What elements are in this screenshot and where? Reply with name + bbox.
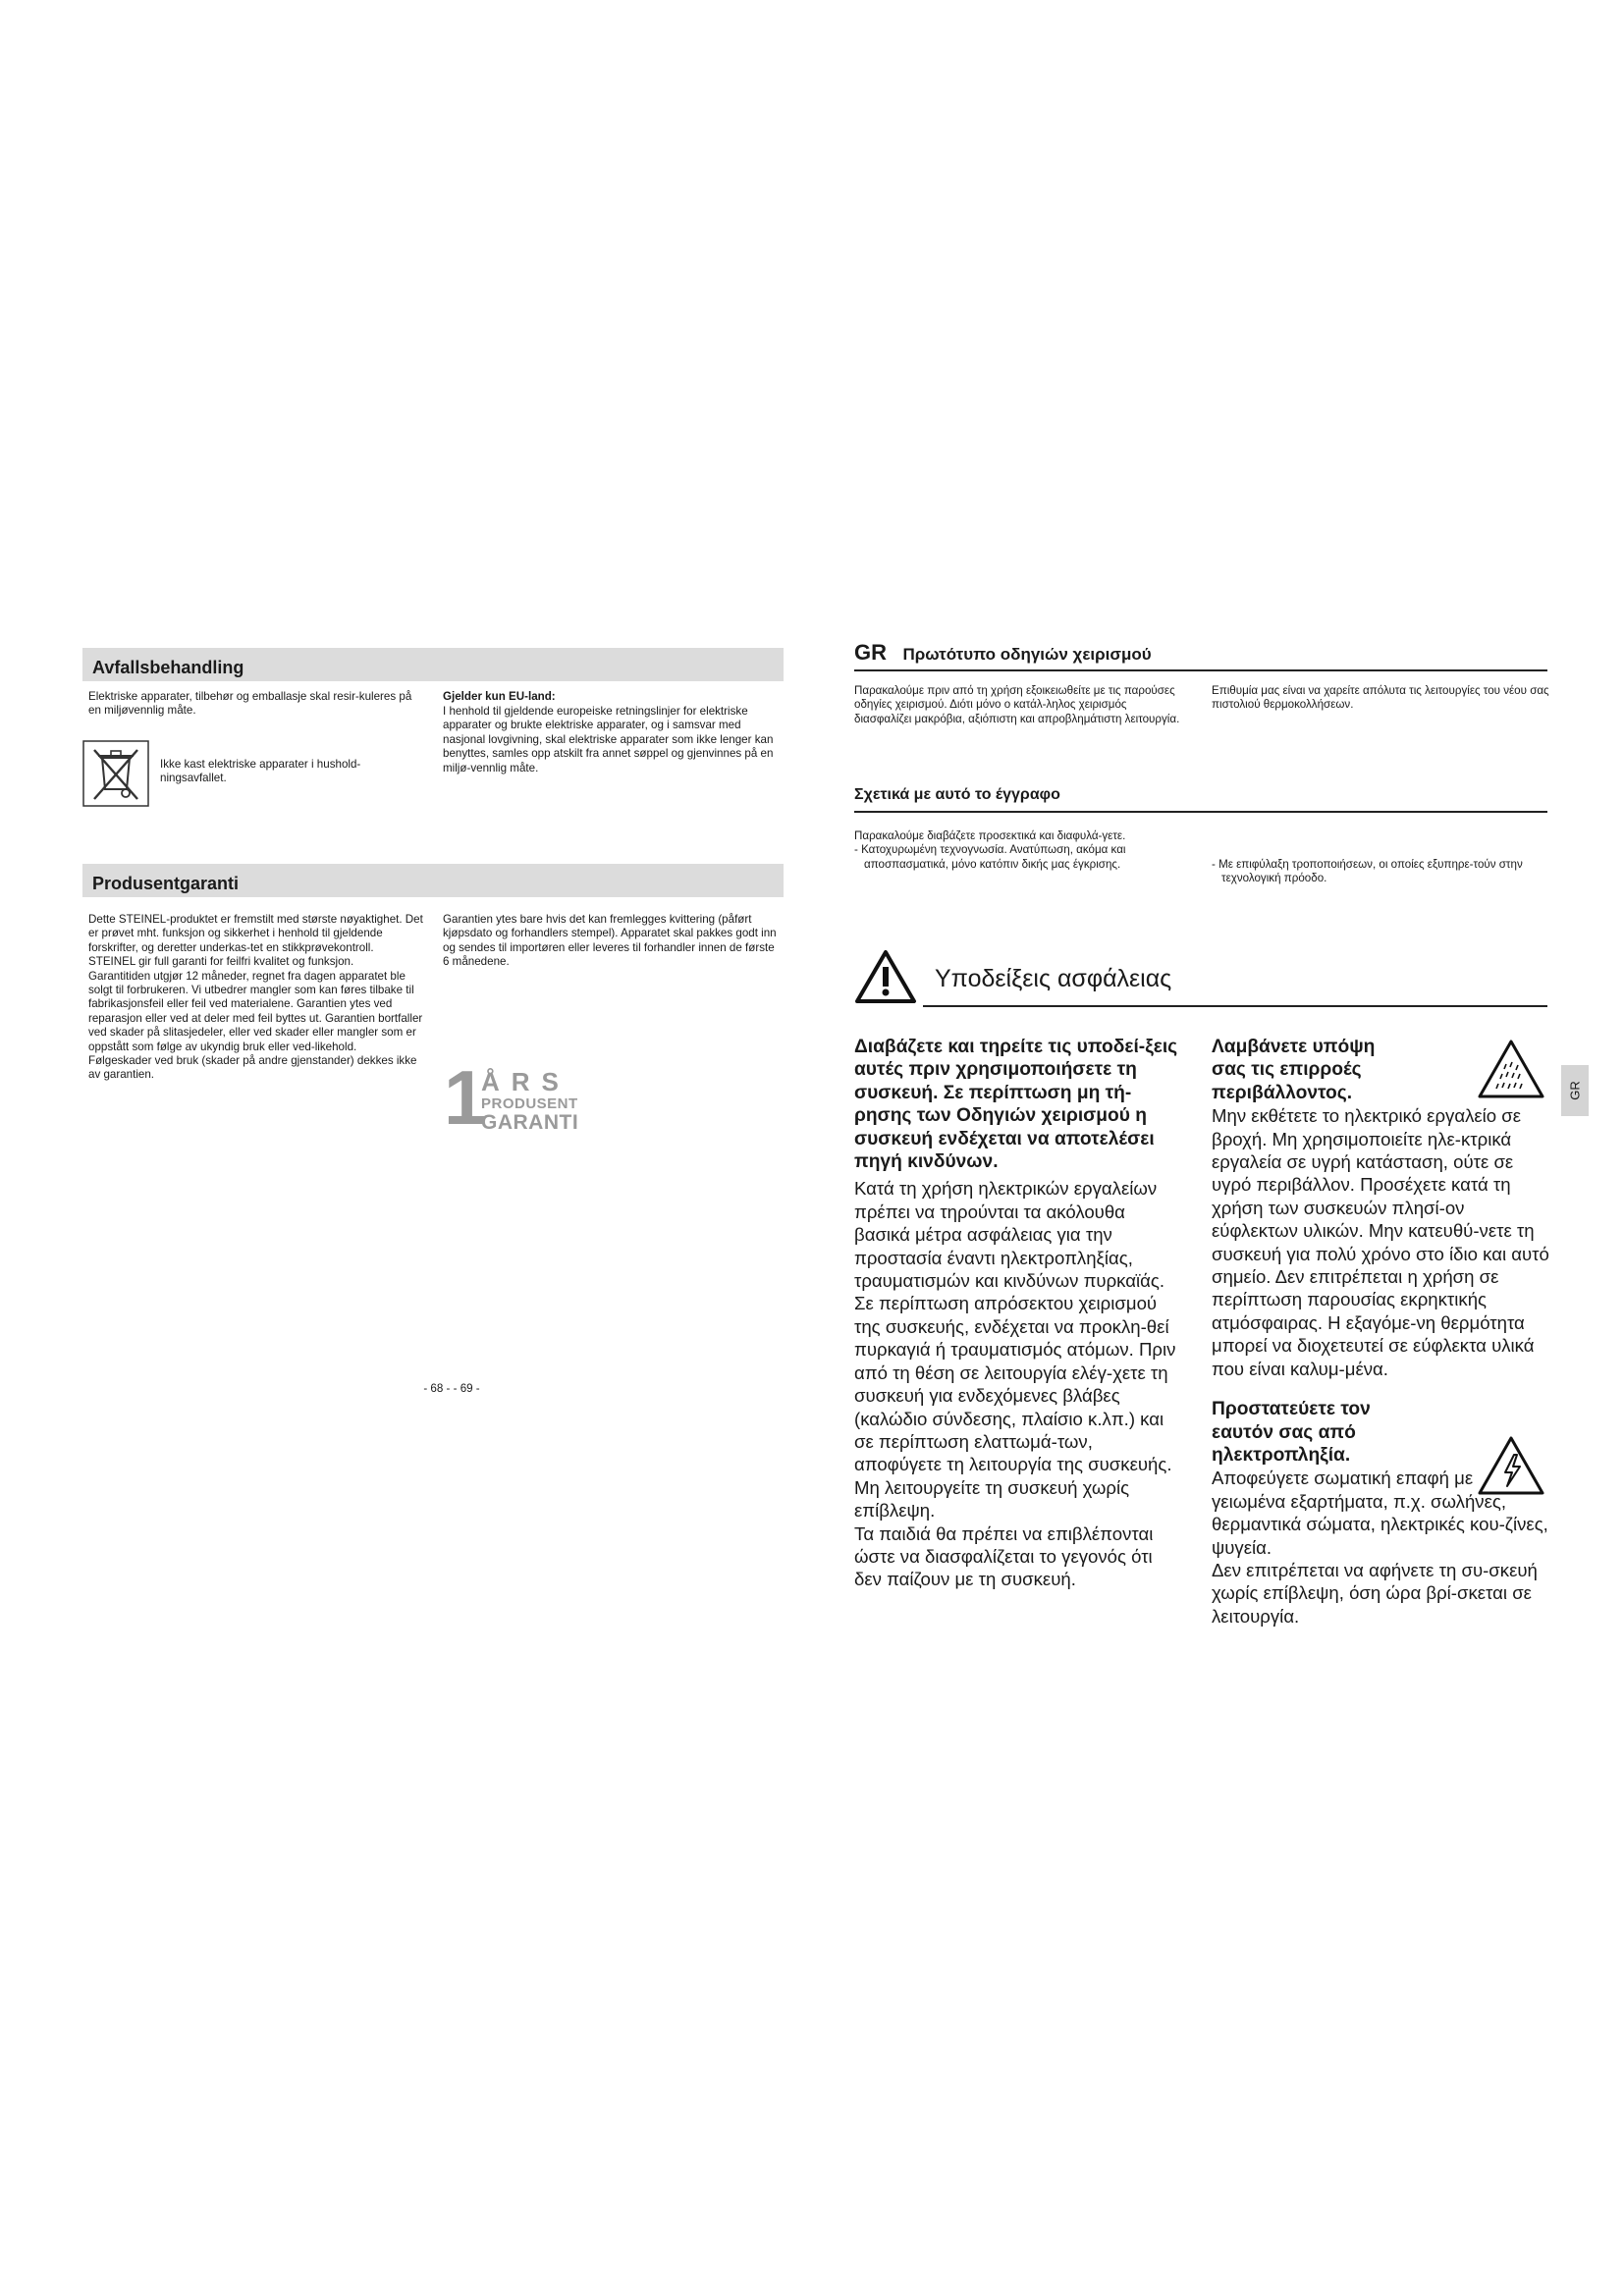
document-intro: Παρακαλούμε διαβάζετε προσεκτικά και διαφυλά-γετε. [854, 829, 1126, 842]
warranty-p3: Garantitiden utgjør 12 måneder, regnet fra dagen apparatet ble solgt til forbrukeren. Vi utbedrer mangler som kan føres tilbake til fabrikasjonsfeil eller feil ved materialene. Garantien ytes ved reparasjon eller ved at deler med feil byttes ut. Garantien bortfaller ved skader på slitasjedeler, eller ved skader eller mangler som er oppstått som følge av ukyndig bruk eller ved-likehold. [88, 969, 423, 1053]
warranty-heading: Produsentgaranti [82, 864, 784, 897]
page-numbers: - 68 - - 69 - [423, 1382, 480, 1395]
waste-bin-text: Ikke kast elektriske apparater i hushold-ningsavfallet. [160, 758, 361, 785]
crossed-bin-icon [82, 740, 149, 807]
title-rule [854, 669, 1547, 671]
safety-body [854, 1177, 1183, 1590]
warranty-p1: Dette STEINEL-produktet er fremstilt med største nøyaktighet. Det er prøvet mht. funksjon og sikkerhet i henhold til gjeldende forskrifter, og deretter underkas-tet en stikkprøvekontroll. [88, 913, 423, 954]
intro-left: Παρακαλούμε πριν από τη χρήση εξοικειωθείτε με τις παρούσες οδηγίες χειρισμού. Διότι μόνο ο κατάλ-ληλος χειρισμός διασφαλίζει μακρόβια, αξιόπιστη και απροβλημάτιστη λειτουργία. [854, 684, 1180, 725]
safety-left-column [854, 1036, 1183, 1591]
safety-body-3: Τα παιδιά θα πρέπει να επιβλέπονται ώστε να διασφαλίζεται το γεγονός ότι δεν παίζουν με τη συσκευή. [854, 1522, 1154, 1590]
safety-rule [923, 1005, 1547, 1007]
safety-body-2: Μη λειτουργείτε τη συσκευή χωρίς επίβλεψη. [854, 1476, 1130, 1522]
warranty-logo-line2: GARANTI [481, 1111, 579, 1134]
waste-intro: Elektriske apparater, tilbehør og emballasje skal resir-kuleres på en miljøvennlig måte. [88, 690, 412, 718]
warranty-logo-line1: PRODUSENT [481, 1095, 578, 1112]
eu-text: I henhold til gjeldende europeiske retningslinjer for elektriske apparater og brukte elektriske apparater, og i samsvar med nasjonal lovgivning, skal elektriske apparater som ikke lenger kan benyttes, samles opp atskilt fra annet søppel og gjenvinnes på en miljø-vennlig måte. [443, 705, 774, 774]
warranty-logo-number: 1 [444, 1054, 487, 1141]
language-code: GR [854, 640, 887, 665]
warranty-text-right: Garantien ytes bare hvis det kan fremlegges kvittering (påført kjøpsdato og forhandlers stempel). Apparatet skal pakkes godt inn og sendes til importøren eller leveres til forhandler innen de første 6 månedene. [443, 913, 777, 969]
environment-warning-icon [1477, 1039, 1545, 1099]
shock-body-1: Αποφεύγετε σωματική επαφή με γειωμένα εξαρτήματα, π.χ. σωλήνες, θερμαντικά σώματα, ηλεκτρικές κου-ζίνες, ψυγεία. [1212, 1468, 1548, 1558]
safety-heading: Υποδείξεις ασφάλειας [935, 965, 1172, 992]
electric-shock-icon [1477, 1435, 1545, 1496]
safety-body-1: Κατά τη χρήση ηλεκτρικών εργαλείων πρέπει να τηρούνται τα ακόλουθα βασικά μέτρα ασφάλειας για την προστασία έναντι ηλεκτροπληξίας, τραυματισμών και κινδύνων πυρκαϊάς. Σε περίπτωση απρόσεκτου χειρισμού της συσκευής, ενδέχεται να προκλη-θεί πυρκαγιά ή τραυματισμός ατόμων. Πριν από τη θέση σε λειτουργία ελέγ-χετε τη συσκευή για ενδεχόμενες βλάβες (καλώδιο σύνδεσης, πλαίσιο κ.λπ.) και σε περίπτωση ελαττωμά-των, αποφύγετε τη λειτουργία της συσκευής. [854, 1178, 1176, 1475]
document-heading: Σχετικά με αυτό το έγγραφο [854, 786, 1060, 803]
safety-right-column [1212, 1036, 1550, 1628]
warranty-logo-word: ÅRS [481, 1067, 570, 1096]
safety-lead: Διαβάζετε και τηρείτε τις υποδεί-ξεις αυτές πριν χρησιμοποιήσετε τη συσκευή. Σε περίπτωση μη τή-ρησης των Οδηγιών χειρισμού η συσκευή ενδέχεται να αποτελέσει πηγή κινδύνων. [854, 1037, 1178, 1173]
language-side-tab-label: GR [1567, 1081, 1583, 1100]
warranty-p4: Følgeskader ved bruk (skader på andre gjenstander) dekkes ikke av garantien. [88, 1054, 417, 1082]
shock-heading: Προστατεύετε τον εαυτόν σας από ηλεκτροπληξία. [1212, 1399, 1371, 1466]
waste-heading: Avfallsbehandling [82, 648, 784, 681]
language-side-tab [1561, 1065, 1589, 1116]
eu-title: Gjelder kun EU-land: [443, 690, 556, 703]
environment-heading: Λαμβάνετε υπόψη σας τις επιρροές περιβάλλοντος. [1212, 1037, 1376, 1103]
document-item-2: - Με επιφύλαξη τροποποιήσεων, οι οποίες εξυπηρε-τούν στην τεχνολογική πρόοδο. [1212, 858, 1523, 885]
document-item-1: - Κατοχυρωμένη τεχνογνωσία. Ανατύπωση, ακόμα και αποσπασματικά, μόνο κατόπιν δικής μας έγκρισης. [854, 843, 1126, 871]
warning-triangle-icon [854, 949, 917, 1004]
manual-title: Πρωτότυπο οδηγιών χειρισμού [902, 645, 1152, 664]
warranty-logo [444, 1054, 591, 1141]
warranty-text-left [88, 913, 430, 1083]
intro-right: Επιθυμία μας είναι να χαρείτε απόλυτα τις λειτουργίες του νέου σας πιστολιού θερμοκολλήσεων. [1212, 684, 1549, 712]
document-rule [854, 811, 1547, 813]
gr-title-row [854, 640, 1551, 666]
document-right [1212, 858, 1550, 886]
shock-body-2: Δεν επιτρέπεται να αφήνετε τη συ-σκευή χωρίς επίβλεψη, όση ώρα βρί-σκεται σε λειτουργία. [1212, 1559, 1538, 1627]
warranty-p2: STEINEL gir full garanti for feilfri kvalitet og funksjon. [88, 955, 354, 969]
document-left [854, 829, 1193, 872]
environment-body: Μην εκθέτετε το ηλεκτρικό εργαλείο σε βροχή. Μη χρησιμοποιείτε ηλε-κτρικά εργαλεία σε υγρή κατάσταση, ούτε σε υγρό περιβάλλον. Προσέχετε κατά τη χρήση των συσκευών πλησί-ον εύφλεκτων υλικών. Μην κατευθύ-νετε τη συσκευή για πολύ χρόνο στο ίδιο και αυτό σημείο. Δεν επιτρέπεται η χρήση σε περίπτωση παρουσίας εκρηκτικής ατμόσφαιρας. Η εξαγόμε-νη θερμότητα μπορεί να διοχετευτεί σε εύφλεκτα υλικά που είναι καλυμ-μένα. [1212, 1105, 1549, 1379]
